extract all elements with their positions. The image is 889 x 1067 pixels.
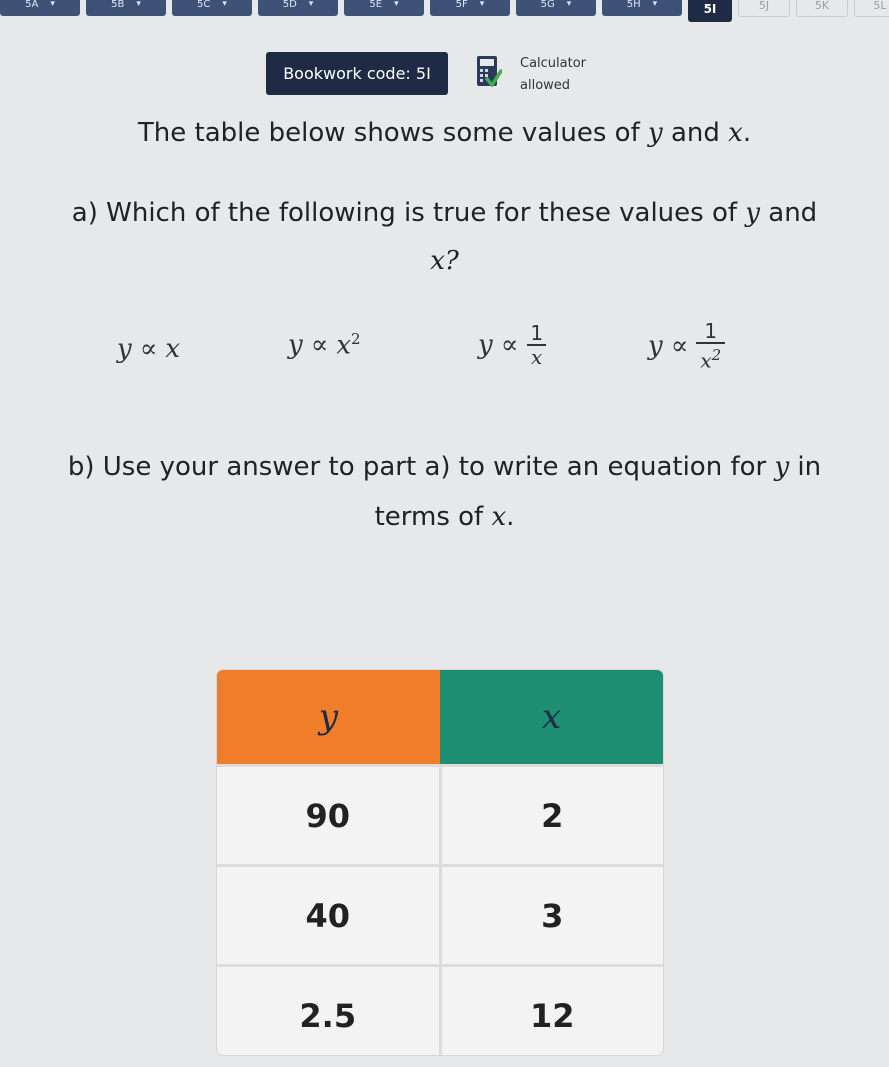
table-row — [217, 866, 663, 966]
option-y-prop-one-over-x-squared[interactable]: y ∝ $\frac{1}{x^2}$ — [648, 320, 725, 372]
tab-5h[interactable]: 5H ▾ — [602, 0, 682, 16]
option-y-prop-x-squared[interactable]: y ∝ $x^2$ — [288, 330, 361, 361]
chevron-down-icon: ▾ — [222, 0, 227, 9]
chevron-down-icon: ▾ — [394, 0, 399, 9]
fraction: $\frac{1}{x}$ — [526, 322, 547, 368]
tab-5c[interactable]: 5C ▾ — [172, 0, 252, 16]
table-row — [217, 766, 663, 866]
tab-bar — [0, 0, 889, 18]
table-header-row — [217, 670, 663, 766]
column-header-y: y — [217, 670, 440, 766]
calculator-label: Calculator — [520, 56, 587, 71]
column-header-x: x — [440, 670, 663, 766]
tab-5l[interactable]: 5L — [854, 0, 889, 17]
table-row — [217, 966, 663, 1056]
cell-x: 12 — [440, 966, 663, 1056]
chevron-down-icon: ▾ — [479, 0, 485, 9]
tab-5i[interactable]: 5I — [688, 0, 732, 22]
tab-5d[interactable]: 5D ▾ — [258, 0, 338, 16]
bookwork-code-badge: Bookwork code: 5I — [266, 52, 448, 95]
chevron-down-icon: ▾ — [566, 0, 572, 9]
option-y-prop-x[interactable]: y ∝ x — [117, 334, 180, 364]
tab-5g[interactable]: 5G ▾ — [516, 0, 596, 16]
part-a-prompt: a) Which of the following is true for these values of y and — [71, 198, 818, 228]
chevron-down-icon: ▾ — [652, 0, 658, 9]
chevron-down-icon: ▾ — [50, 0, 55, 9]
cell-y: 2.5 — [217, 966, 440, 1056]
tab-5a[interactable]: 5A ▾ — [0, 0, 80, 16]
question-intro: The table below shows some values of y and x. — [137, 118, 752, 148]
tab-5f[interactable]: 5F ▾ — [430, 0, 510, 16]
tab-5k[interactable]: 5K — [796, 0, 848, 17]
chevron-down-icon: ▾ — [136, 0, 141, 9]
cell-x: 3 — [440, 866, 663, 966]
calculator-status: allowed — [520, 78, 571, 93]
calculator-allowed-icon — [474, 55, 502, 91]
chevron-down-icon: ▾ — [308, 0, 314, 9]
part-b-prompt-continued: terms of x. — [374, 502, 515, 532]
option-y-prop-one-over-x[interactable]: y ∝ $\frac{1}{x}$ — [478, 322, 547, 368]
tab-5e[interactable]: 5E ▾ — [344, 0, 424, 16]
tab-5j[interactable]: 5J — [738, 0, 790, 17]
part-a-prompt-continued: x? — [430, 246, 459, 276]
part-b-prompt: b) Use your answer to part a) to write an equation for y in — [67, 452, 822, 482]
cell-y: 40 — [217, 866, 440, 966]
values-table — [217, 670, 663, 1055]
cell-y: 90 — [217, 766, 440, 866]
fraction: $\frac{1}{x^2}$ — [696, 320, 725, 372]
tab-5b[interactable]: 5B ▾ — [86, 0, 166, 16]
cell-x: 2 — [440, 766, 663, 866]
